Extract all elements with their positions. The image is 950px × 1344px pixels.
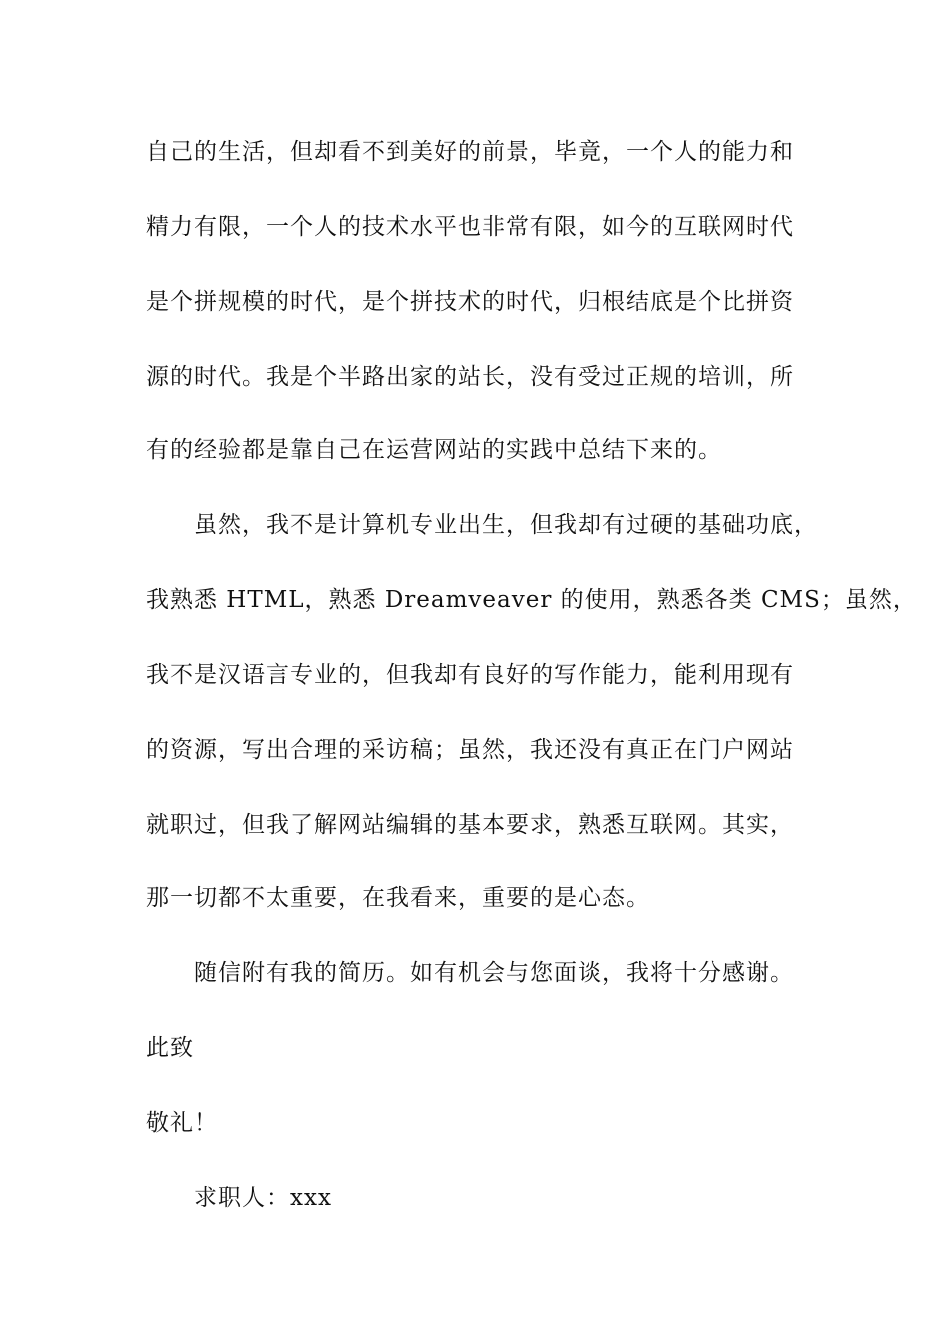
- paragraph2-line: 我熟悉 HTML，熟悉 Dreamveaver 的使用，熟悉各类 CMS；虽然，: [146, 587, 917, 613]
- closing-salutation: 此致: [146, 1035, 194, 1061]
- closing-regards: 敬礼！: [146, 1110, 218, 1136]
- paragraph2-line: 的资源，写出合理的采访稿；虽然，我还没有真正在门户网站: [146, 737, 794, 763]
- paragraph1-line: 自己的生活，但却看不到美好的前景，毕竟，一个人的能力和: [146, 139, 794, 165]
- paragraph2-line: 我不是汉语言专业的，但我却有良好的写作能力，能利用现有: [146, 662, 794, 688]
- paragraph3: 随信附有我的简历。如有机会与您面谈，我将十分感谢。: [194, 960, 794, 986]
- paragraph2-line: 虽然，我不是计算机专业出生，但我却有过硬的基础功底，: [194, 512, 818, 538]
- paragraph2-line: 就职过，但我了解网站编辑的基本要求，熟悉互联网。其实，: [146, 812, 794, 838]
- paragraph1-line: 有的经验都是靠自己在运营网站的实践中总结下来的。: [146, 437, 722, 463]
- paragraph1-line: 精力有限，一个人的技术水平也非常有限，如今的互联网时代: [146, 214, 794, 240]
- paragraph1-line: 源的时代。我是个半路出家的站长，没有受过正规的培训，所: [146, 364, 794, 390]
- paragraph1-line: 是个拼规模的时代，是个拼技术的时代，归根结底是个比拼资: [146, 289, 794, 315]
- signature: 求职人：xxx: [194, 1185, 332, 1211]
- paragraph2-line: 那一切都不太重要，在我看来，重要的是心态。: [146, 885, 650, 911]
